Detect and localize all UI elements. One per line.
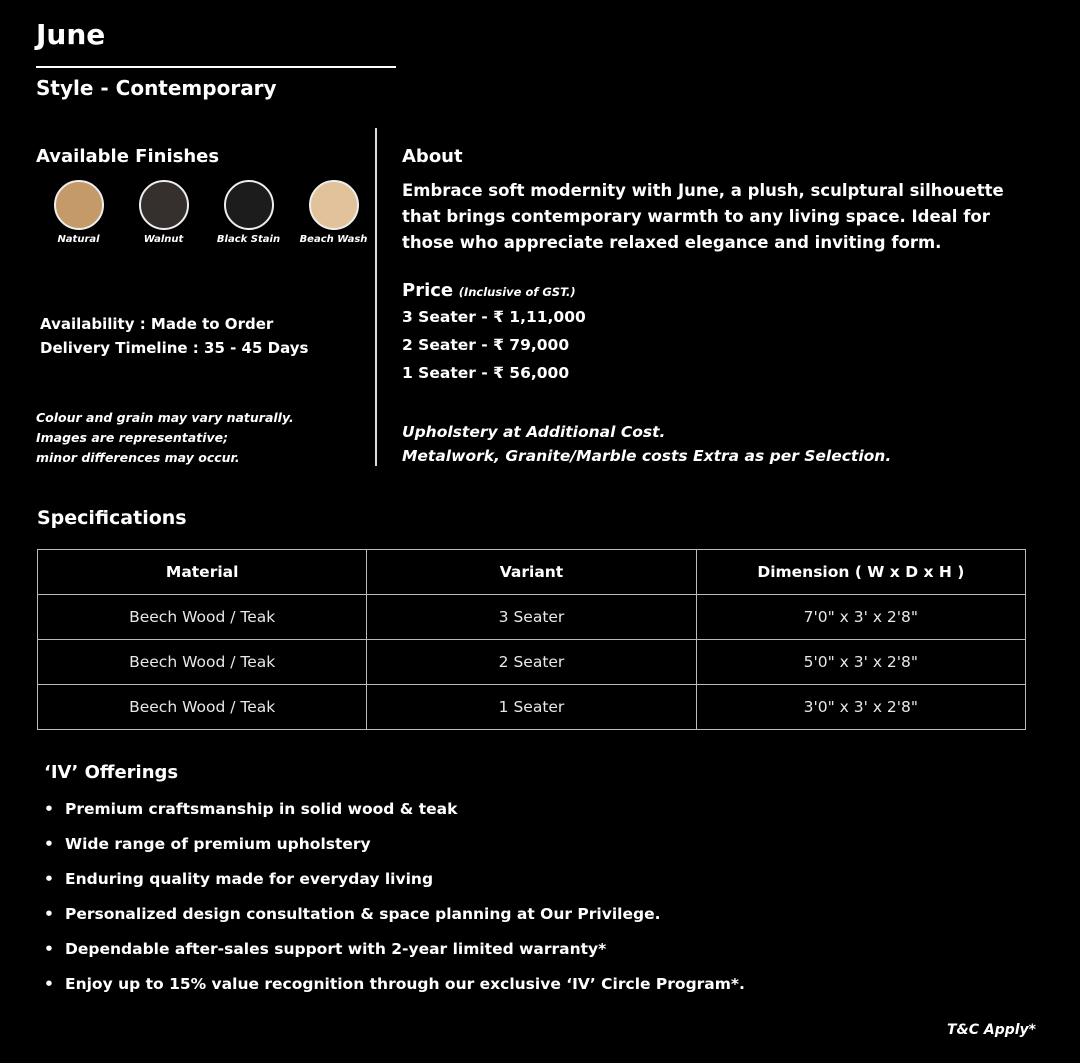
table-cell: 3'0" x 3' x 2'8" bbox=[696, 685, 1025, 730]
specifications-table bbox=[37, 549, 1026, 730]
offering-item bbox=[44, 800, 745, 835]
specifications-heading: Specifications bbox=[37, 507, 187, 529]
delivery-timeline: Delivery Timeline : 35 - 45 Days bbox=[40, 339, 309, 357]
bullet-icon: • bbox=[44, 975, 54, 993]
price-section bbox=[402, 280, 586, 387]
about-text: Embrace soft modernity with June, a plush, sculptural silhouette that brings contemporary warmth to any living space. Ideal for those who appreciate relaxed elegance and inviting form. bbox=[402, 181, 1004, 252]
offering-item bbox=[44, 975, 745, 1010]
availability-info bbox=[40, 312, 308, 360]
offering-text: Personalized design consultation & space planning at Our Privilege. bbox=[65, 905, 661, 923]
finish-label: Walnut bbox=[143, 234, 184, 245]
price-3-seater: 3 Seater - ₹ 1,11,000 bbox=[402, 308, 586, 326]
finish-color-circle bbox=[139, 180, 189, 230]
finish-swatches bbox=[36, 180, 376, 245]
offering-item bbox=[44, 905, 745, 940]
table-cell: Beech Wood / Teak bbox=[38, 685, 367, 730]
column-header: Variant bbox=[367, 550, 696, 595]
price-1-seater: 1 Seater - ₹ 56,000 bbox=[402, 364, 570, 382]
terms-note: T&C Apply* bbox=[946, 1022, 1036, 1038]
column-header: Dimension ( W x D x H ) bbox=[696, 550, 1025, 595]
finishes-heading: Available Finishes bbox=[36, 146, 220, 167]
bullet-icon: • bbox=[44, 940, 54, 958]
about-heading: About bbox=[402, 146, 463, 167]
price-2-seater: 2 Seater - ₹ 79,000 bbox=[402, 336, 570, 354]
extra-costs bbox=[402, 420, 891, 468]
bullet-icon: • bbox=[44, 835, 54, 853]
offering-text: Premium craftsmanship in solid wood & teak bbox=[65, 800, 458, 818]
table-cell: Beech Wood / Teak bbox=[38, 595, 367, 640]
finish-color-circle bbox=[309, 180, 359, 230]
table-row bbox=[38, 685, 1026, 730]
table-cell: 1 Seater bbox=[367, 685, 696, 730]
finish-color-circle bbox=[54, 180, 104, 230]
product-title: June bbox=[36, 18, 106, 51]
bullet-icon: • bbox=[44, 870, 54, 888]
table-cell: 7'0" x 3' x 2'8" bbox=[696, 595, 1025, 640]
note-line: Colour and grain may vary naturally. bbox=[36, 410, 294, 425]
offering-text: Enjoy up to 15% value recognition through our exclusive ‘IV’ Circle Program*. bbox=[65, 975, 745, 993]
price-heading: Price bbox=[402, 280, 454, 301]
finish-label: Natural bbox=[57, 234, 100, 245]
table-cell: Beech Wood / Teak bbox=[38, 640, 367, 685]
finish-label: Black Stain bbox=[216, 234, 281, 245]
offering-text: Enduring quality made for everyday living bbox=[65, 870, 434, 888]
metalwork-note: Metalwork, Granite/Marble costs Extra as per Selection. bbox=[402, 447, 892, 465]
finish-swatch bbox=[291, 180, 376, 245]
price-subnote: (Inclusive of GST.) bbox=[458, 285, 576, 299]
column-header: Material bbox=[38, 550, 367, 595]
offerings-heading: ‘IV’ Offerings bbox=[44, 762, 179, 783]
disclaimer-note bbox=[36, 408, 294, 468]
offering-item bbox=[44, 940, 745, 975]
table-row bbox=[38, 595, 1026, 640]
offerings-list bbox=[44, 800, 745, 1010]
style-label: Style - Contemporary bbox=[36, 76, 277, 100]
availability: Availability : Made to Order bbox=[40, 315, 274, 333]
bullet-icon: • bbox=[44, 800, 54, 818]
note-line: Images are representative; bbox=[36, 430, 229, 445]
table-row bbox=[38, 640, 1026, 685]
offering-text: Wide range of premium upholstery bbox=[65, 835, 371, 853]
column-divider bbox=[375, 128, 377, 466]
finish-swatch bbox=[121, 180, 206, 245]
finish-label: Beach Wash bbox=[299, 234, 368, 245]
finish-color-circle bbox=[224, 180, 274, 230]
offering-text: Dependable after-sales support with 2-year limited warranty* bbox=[65, 940, 607, 958]
title-divider bbox=[36, 66, 396, 68]
finish-swatch bbox=[36, 180, 121, 245]
table-cell: 5'0" x 3' x 2'8" bbox=[696, 640, 1025, 685]
bullet-icon: • bbox=[44, 905, 54, 923]
table-cell: 3 Seater bbox=[367, 595, 696, 640]
table-cell: 2 Seater bbox=[367, 640, 696, 685]
note-line: minor differences may occur. bbox=[36, 450, 240, 465]
offering-item bbox=[44, 870, 745, 905]
upholstery-note: Upholstery at Additional Cost. bbox=[402, 423, 666, 441]
finish-swatch bbox=[206, 180, 291, 245]
offering-item bbox=[44, 835, 745, 870]
